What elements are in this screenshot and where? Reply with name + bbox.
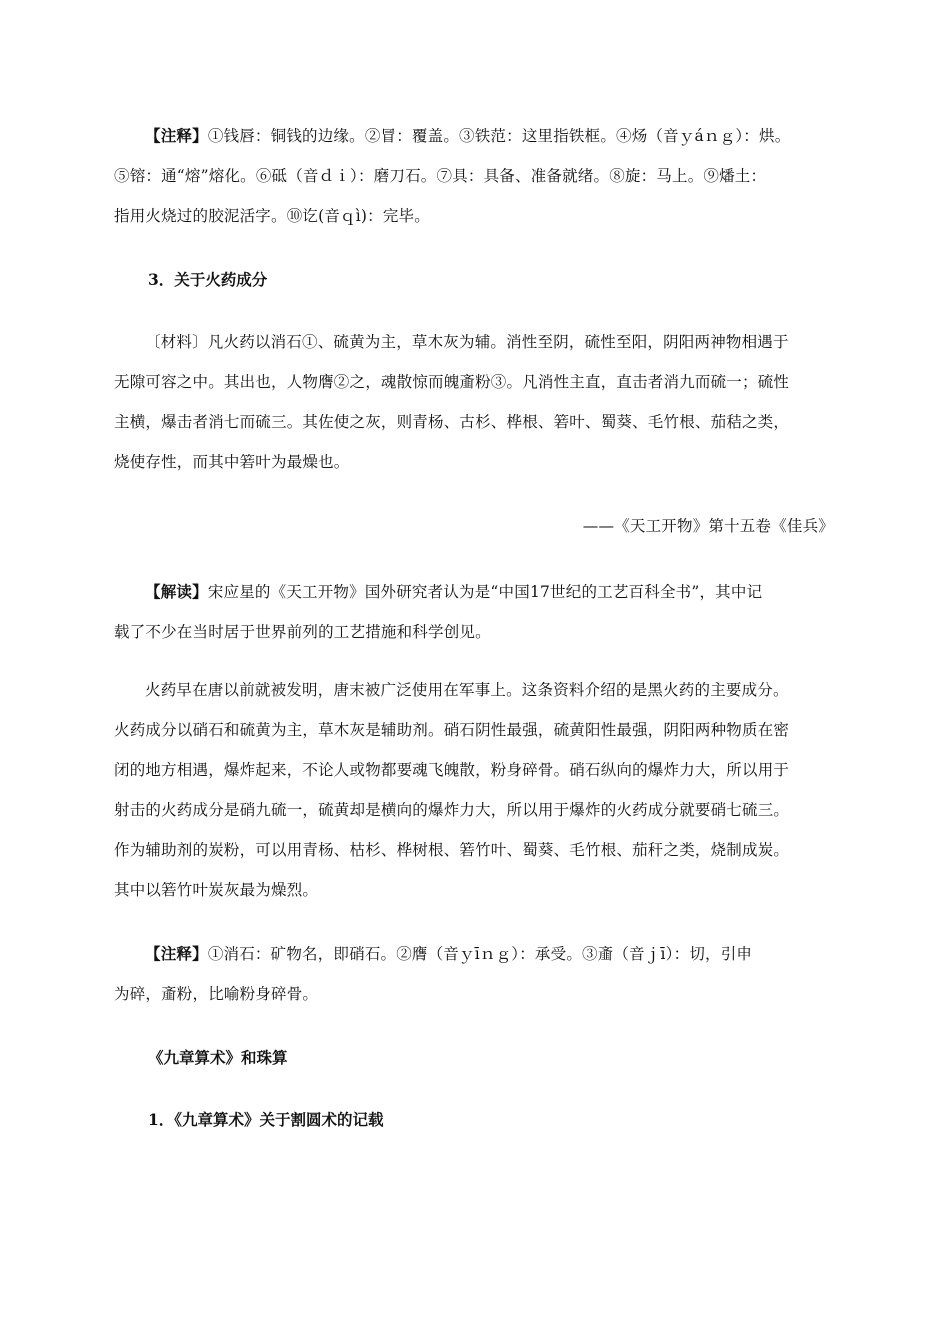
explanation-line-6: 其中以箬竹叶炭灰最为燥烈。	[114, 881, 319, 899]
note-1-line-2: ⑤镕：通“熔”熔化。⑥砥（音ｄｉ）：磨刀石。⑦具：具备、准备就绪。⑧旋：马上。⑨燔土：	[114, 167, 767, 185]
material-source: ——《天工开物》第十五卷《佳兵》	[582, 517, 834, 535]
note-2-line-2: 为碎，齑粉，比喻粉身碎骨。	[114, 985, 319, 1003]
material-line-2: 无隙可容之中。其出也，人物膺②之，魂散惊而魄齑粉③。凡消性主直，直击者消九而硫一；硫性	[114, 373, 790, 391]
section-3-heading: 3．关于火药成分	[148, 270, 268, 289]
explanation-line-4: 射击的火药成分是硝九硫一，硫黄却是横向的爆炸力大，所以用于爆炸的火药成分就要硝七硫三。	[114, 801, 790, 819]
explanation-line-5: 作为辅助剂的炭粉，可以用青杨、枯杉、桦树根、箬竹叶、蜀葵、毛竹根、茄秆之类，烧制成炭。	[114, 841, 790, 859]
explanation-block	[114, 670, 834, 910]
note-block-2	[114, 934, 834, 1014]
section-math-heading: 《九章算术》和珠算	[148, 1048, 288, 1067]
interpretation-label: 【解读】	[145, 582, 208, 601]
note-block-1	[114, 116, 834, 236]
explanation-line-3: 闭的地方相遇，爆炸起来，不论人或物都要魂飞魄散，粉身碎骨。硝石纵向的爆炸力大，所以用于	[114, 761, 790, 779]
material-line-3: 主横，爆击者消七而硫三。其佐使之灰，则青杨、古杉、桦根、箬叶、蜀葵、毛竹根、茄秸之类，	[114, 413, 790, 431]
explanation-line-2: 火药成分以硝石和硫黄为主，草木灰是辅助剂。硝石阴性最强，硫黄阳性最强，阴阳两种物质在密	[114, 721, 790, 739]
explanation-line-1: 火药早在唐以前就被发明，唐末被广泛使用在军事上。这条资料介绍的是黑火药的主要成分。	[145, 681, 789, 699]
note-1-label: 【注释】	[145, 126, 208, 145]
section-math-1-heading: 1．《九章算术》关于割圆术的记载	[148, 1110, 384, 1129]
interpretation-block	[114, 572, 834, 652]
note-2-label: 【注释】	[145, 944, 208, 963]
material-line-1: 〔材料〕凡火药以消石①、硫黄为主，草木灰为辅。消性至阴，硫性至阳，阴阳两神物相遇于	[145, 333, 789, 351]
note-1-line-3: 指用火烧过的胶泥活字。⑩讫(音ｑì)：完毕。	[114, 207, 430, 225]
interpretation-line-2: 载了不少在当时居于世界前列的工艺措施和科学创见。	[114, 623, 491, 641]
material-line-4: 烧使存性，而其中箬叶为最燥也。	[114, 453, 350, 471]
note-1-line-1: 【注释】①钱唇：铜钱的边缘。②冒：覆盖。③铁范：这里指铁框。④炀（音ｙáｎｇ）：烘。	[145, 126, 791, 145]
material-block	[114, 322, 834, 482]
interpretation-line-1: 【解读】宋应星的《天工开物》国外研究者认为是“中国17世纪的工艺百科全书”，其中记	[145, 582, 763, 601]
note-2-line-1: 【注释】①消石：矿物名，即硝石。②膺（音ｙīｎｇ）：承受。③齑（音ｊī）：切，引申	[145, 944, 753, 963]
